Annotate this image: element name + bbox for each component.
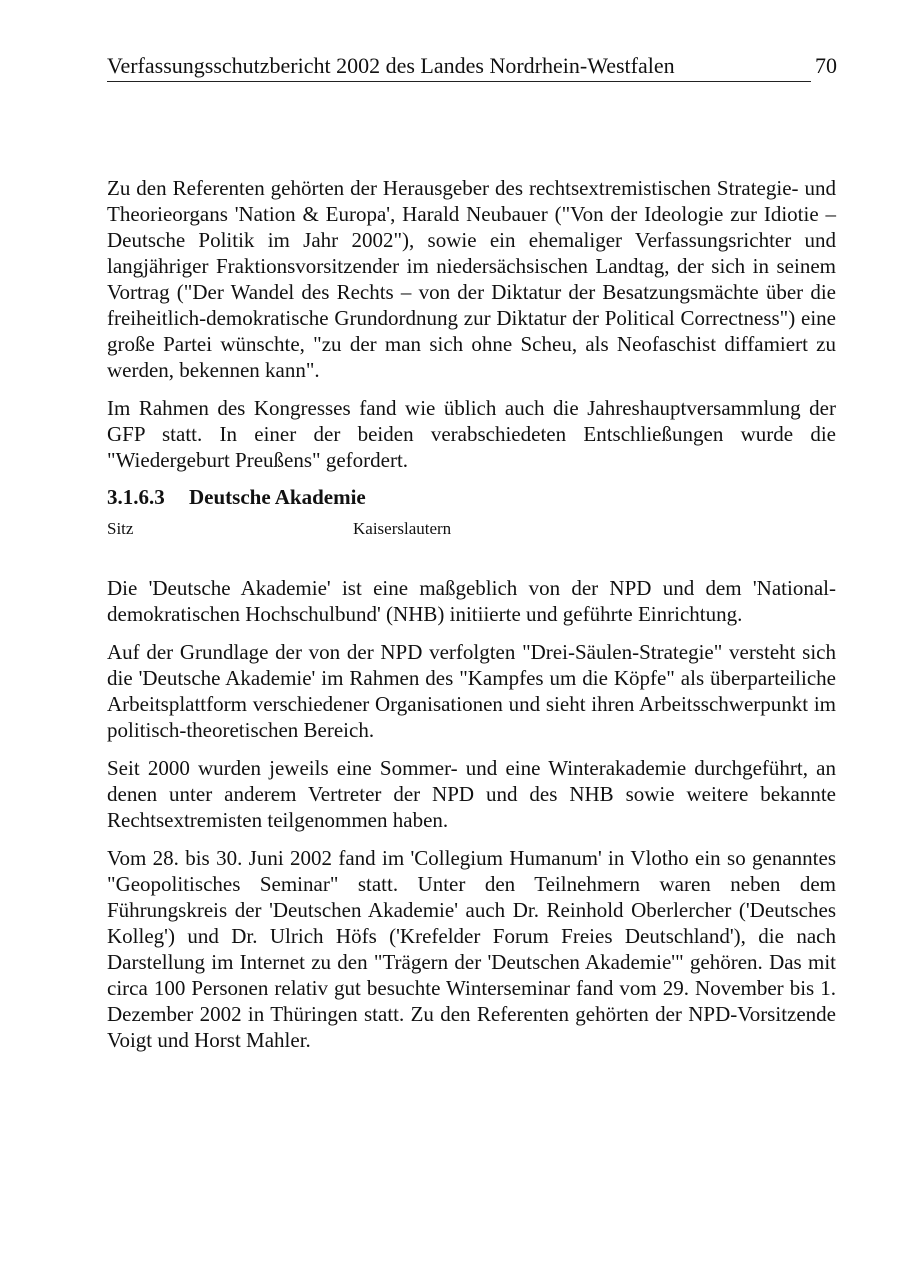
paragraph-referenten: Zu den Referenten gehörten der Herausgeber des rechtsextremistischen Strategie- und Theorieorgans 'Nation & Europa', Harald Neubauer ("Von der Ideologie zur Idiotie – Deutsche Politik im Jahr 2002"), sowie ein ehemaliger Verfassungsrichter und langjähriger Fraktionsvorsitzender im niedersächsischen Landtag, der sich in seinem Vortrag ("Der Wandel des Rechts – von der Diktatur der Besatzungsmächte über die freiheitlich-demokratische Grundordnung zur Diktatur der Political Correctness") eine große Partei wünschte, "zu der man sich ohne Scheu, als Neofaschist diffamiert zu werden, bekennen kann". <box>107 176 836 382</box>
section-title: Deutsche Akademie <box>189 485 366 509</box>
meta-value-sitz: Kaiserslautern <box>353 519 452 538</box>
paragraph-akademien: Seit 2000 wurden jeweils eine Sommer- und eine Winterakademie durchgeführt, an denen unter anderem Vertreter der NPD und des NHB sowie weitere bekannte Rechtsextremisten teilgenommen haben. <box>107 756 836 832</box>
running-header-title: Verfassungsschutzbericht 2002 des Landes Nordrhein-Westfalen <box>107 53 675 78</box>
header-rule <box>107 81 811 82</box>
paragraph-kongress: Im Rahmen des Kongresses fand wie üblich auch die Jahreshauptversammlung der GFP statt. In einer der beiden verabschiedeten Entschließungen wurde die "Wiedergeburt Preußens" gefordert. <box>107 396 836 472</box>
meta-label-sitz: Sitz <box>107 519 134 538</box>
section-number: 3.1.6.3 <box>107 485 165 509</box>
page-body <box>107 175 836 1053</box>
section-meta-row <box>107 517 836 541</box>
section-heading <box>107 483 836 511</box>
paragraph-definition: Die 'Deutsche Akademie' ist eine maßgeblich von der NPD und dem 'Nationaldemokratischen Hochschulbund' (NHB) initiierte und geführte Einrichtung. <box>107 576 836 626</box>
page-number: 70 <box>815 53 837 78</box>
paragraph-strategie: Auf der Grundlage der von der NPD verfolgten "Drei-Säulen-Strategie" versteht sich die 'Deutsche Akademie' im Rahmen des "Kampfes um die Köpfe" als überparteiliche Arbeitsplattform verschiedener Organisationen und sieht ihren Arbeitsschwerpunkt im politisch-theoretischen Bereich. <box>107 640 836 742</box>
page-header <box>107 52 839 84</box>
paragraph-seminar: Vom 28. bis 30. Juni 2002 fand im 'Collegium Humanum' in Vlotho ein so genanntes "Geopolitisches Seminar" statt. Unter den Teilnehmern waren neben dem Führungskreis der 'Deutschen Akademie' auch Dr. Reinhold Oberlercher ('Deutsches Kolleg') und Dr. Ulrich Höfs ('Krefelder Forum Freies Deutschland'), die nach Darstellung im Internet zu den "Trägern der 'Deutschen Akademie'" gehören. Das mit circa 100 Personen relativ gut besuchte Winterseminar fand vom 29. November bis 1. Dezember 2002 in Thüringen statt. Zu den Referenten gehörten der NPD-Vorsitzende Voigt und Horst Mahler. <box>107 846 836 1052</box>
